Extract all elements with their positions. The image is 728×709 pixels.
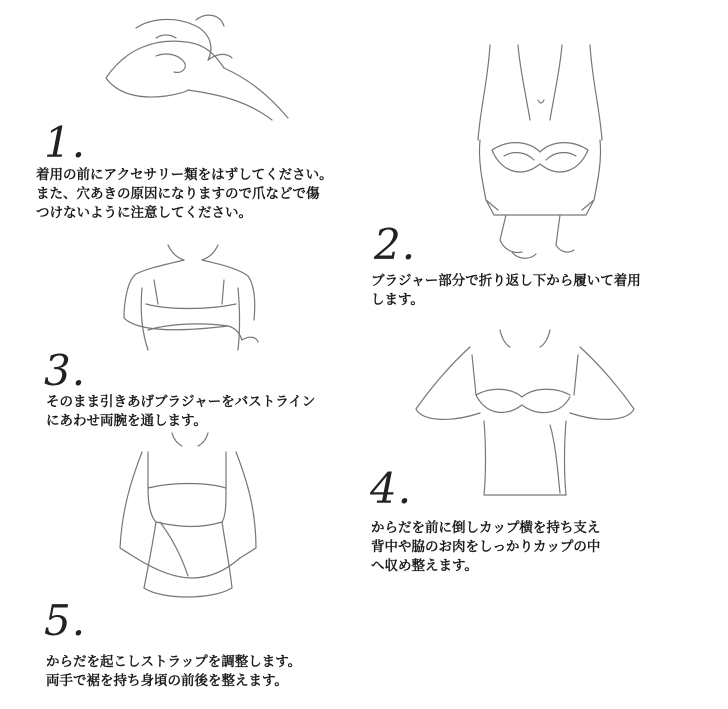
step5-line2: 両手で裾を持ち身頃の前後を整えます。 (46, 673, 288, 689)
step2-instructions (371, 272, 641, 310)
step3-line1: そのまま引きあげブラジャーをバストライン (46, 394, 316, 410)
step4-line1: からだを前に倒しカップ横を持ち支え (371, 520, 601, 536)
step4-line3: へ収め整えます。 (371, 558, 478, 574)
step5-number: 5. (44, 596, 87, 645)
step4-number: 4. (370, 464, 413, 513)
step4-instructions (371, 519, 600, 576)
step5-illustration (112, 428, 262, 618)
step1-line3: つけないように注意してください。 (36, 205, 252, 221)
step2-line2: します。 (371, 292, 424, 308)
step3-instructions (46, 393, 315, 431)
step2-number: 2. (374, 220, 417, 269)
step1-instructions (36, 166, 333, 223)
step4-line2: 背中や脇のお肉をしっかりカップの中 (371, 539, 601, 555)
step1-line2: また、穴あきの原因になりますので爪などで傷 (36, 186, 320, 202)
step1-illustration (96, 8, 306, 128)
step3-line2: にあわせ両腕を通します。 (46, 413, 207, 429)
step2-line1: ブラジャー部分で折り返し下から履いて着用 (371, 273, 641, 289)
step4-illustration (410, 325, 640, 505)
step1-number: 1. (44, 118, 87, 167)
step2-illustration (460, 40, 620, 265)
step3-number: 3. (44, 346, 87, 395)
step5-instructions (46, 653, 301, 691)
step1-line1: 着用の前にアクセサリー類をはずしてください。 (36, 167, 333, 183)
step5-line1: からだを起こしストラップを調整します。 (46, 654, 302, 670)
step3-illustration (118, 240, 270, 365)
